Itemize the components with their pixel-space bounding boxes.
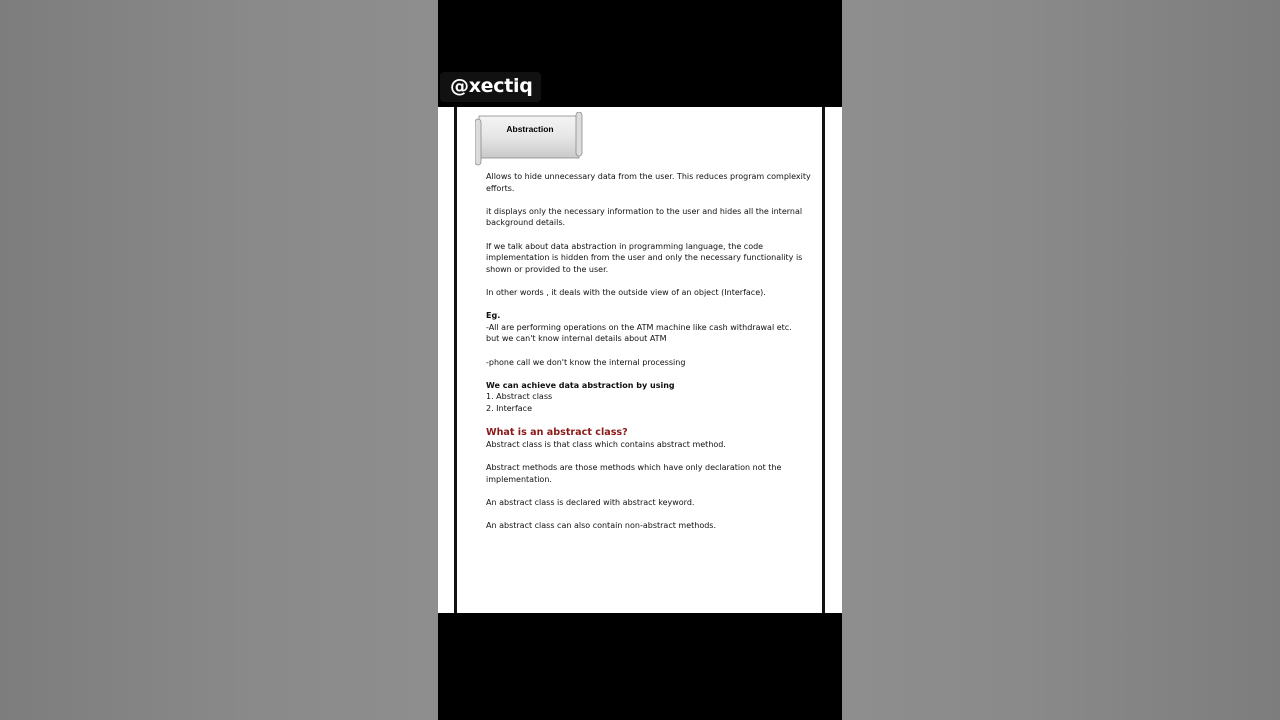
paragraph: An abstract class can also contain non-abstract methods. xyxy=(486,521,717,531)
achieve-block xyxy=(486,380,818,415)
paragraph: Allows to hide unnecessary data from the user. This reduces program complexity efforts. xyxy=(486,172,811,193)
page-border-left xyxy=(454,107,457,613)
paragraph: In other words , it deals with the outside view of an object (Interface). xyxy=(486,287,766,297)
section-heading: What is an abstract class? xyxy=(486,427,628,439)
video-frame[interactable] xyxy=(438,0,842,720)
example-line: but we can't know internal details about ATM xyxy=(486,334,667,344)
scroll-banner xyxy=(475,112,581,154)
list-item: 1. Abstract class xyxy=(486,392,553,402)
list-item: 2. Interface xyxy=(486,403,532,413)
scroll-shape xyxy=(475,112,585,167)
paragraph: Abstract class is that class which contains abstract method. xyxy=(486,440,726,450)
example-label: Eg. xyxy=(486,311,501,321)
achieve-heading: We can achieve data abstraction by using xyxy=(486,380,675,390)
paragraph: If we talk about data abstraction in programming language, the code implementation is hidden from the user and only the necessary functionality is shown or provided to the user. xyxy=(486,241,803,274)
page-border-right xyxy=(822,107,825,613)
paragraph: it displays only the necessary information to the user and hides all the internal background details. xyxy=(486,206,803,228)
example-line: -All are performing operations on the ATM machine like cash withdrawal etc. xyxy=(486,322,792,332)
left-blurred-background xyxy=(0,0,438,720)
paragraph: Abstract methods are those methods which have only declaration not the implementation. xyxy=(486,463,782,484)
document-page xyxy=(438,107,842,613)
example-block xyxy=(486,310,818,345)
example-line: -phone call we don't know the internal processing xyxy=(486,357,686,367)
right-blurred-background xyxy=(842,0,1280,720)
banner-title: Abstraction xyxy=(506,124,554,134)
document-content xyxy=(486,171,818,543)
channel-watermark: @xectiq xyxy=(440,72,541,102)
paragraph: An abstract class is declared with abstract keyword. xyxy=(486,498,695,508)
